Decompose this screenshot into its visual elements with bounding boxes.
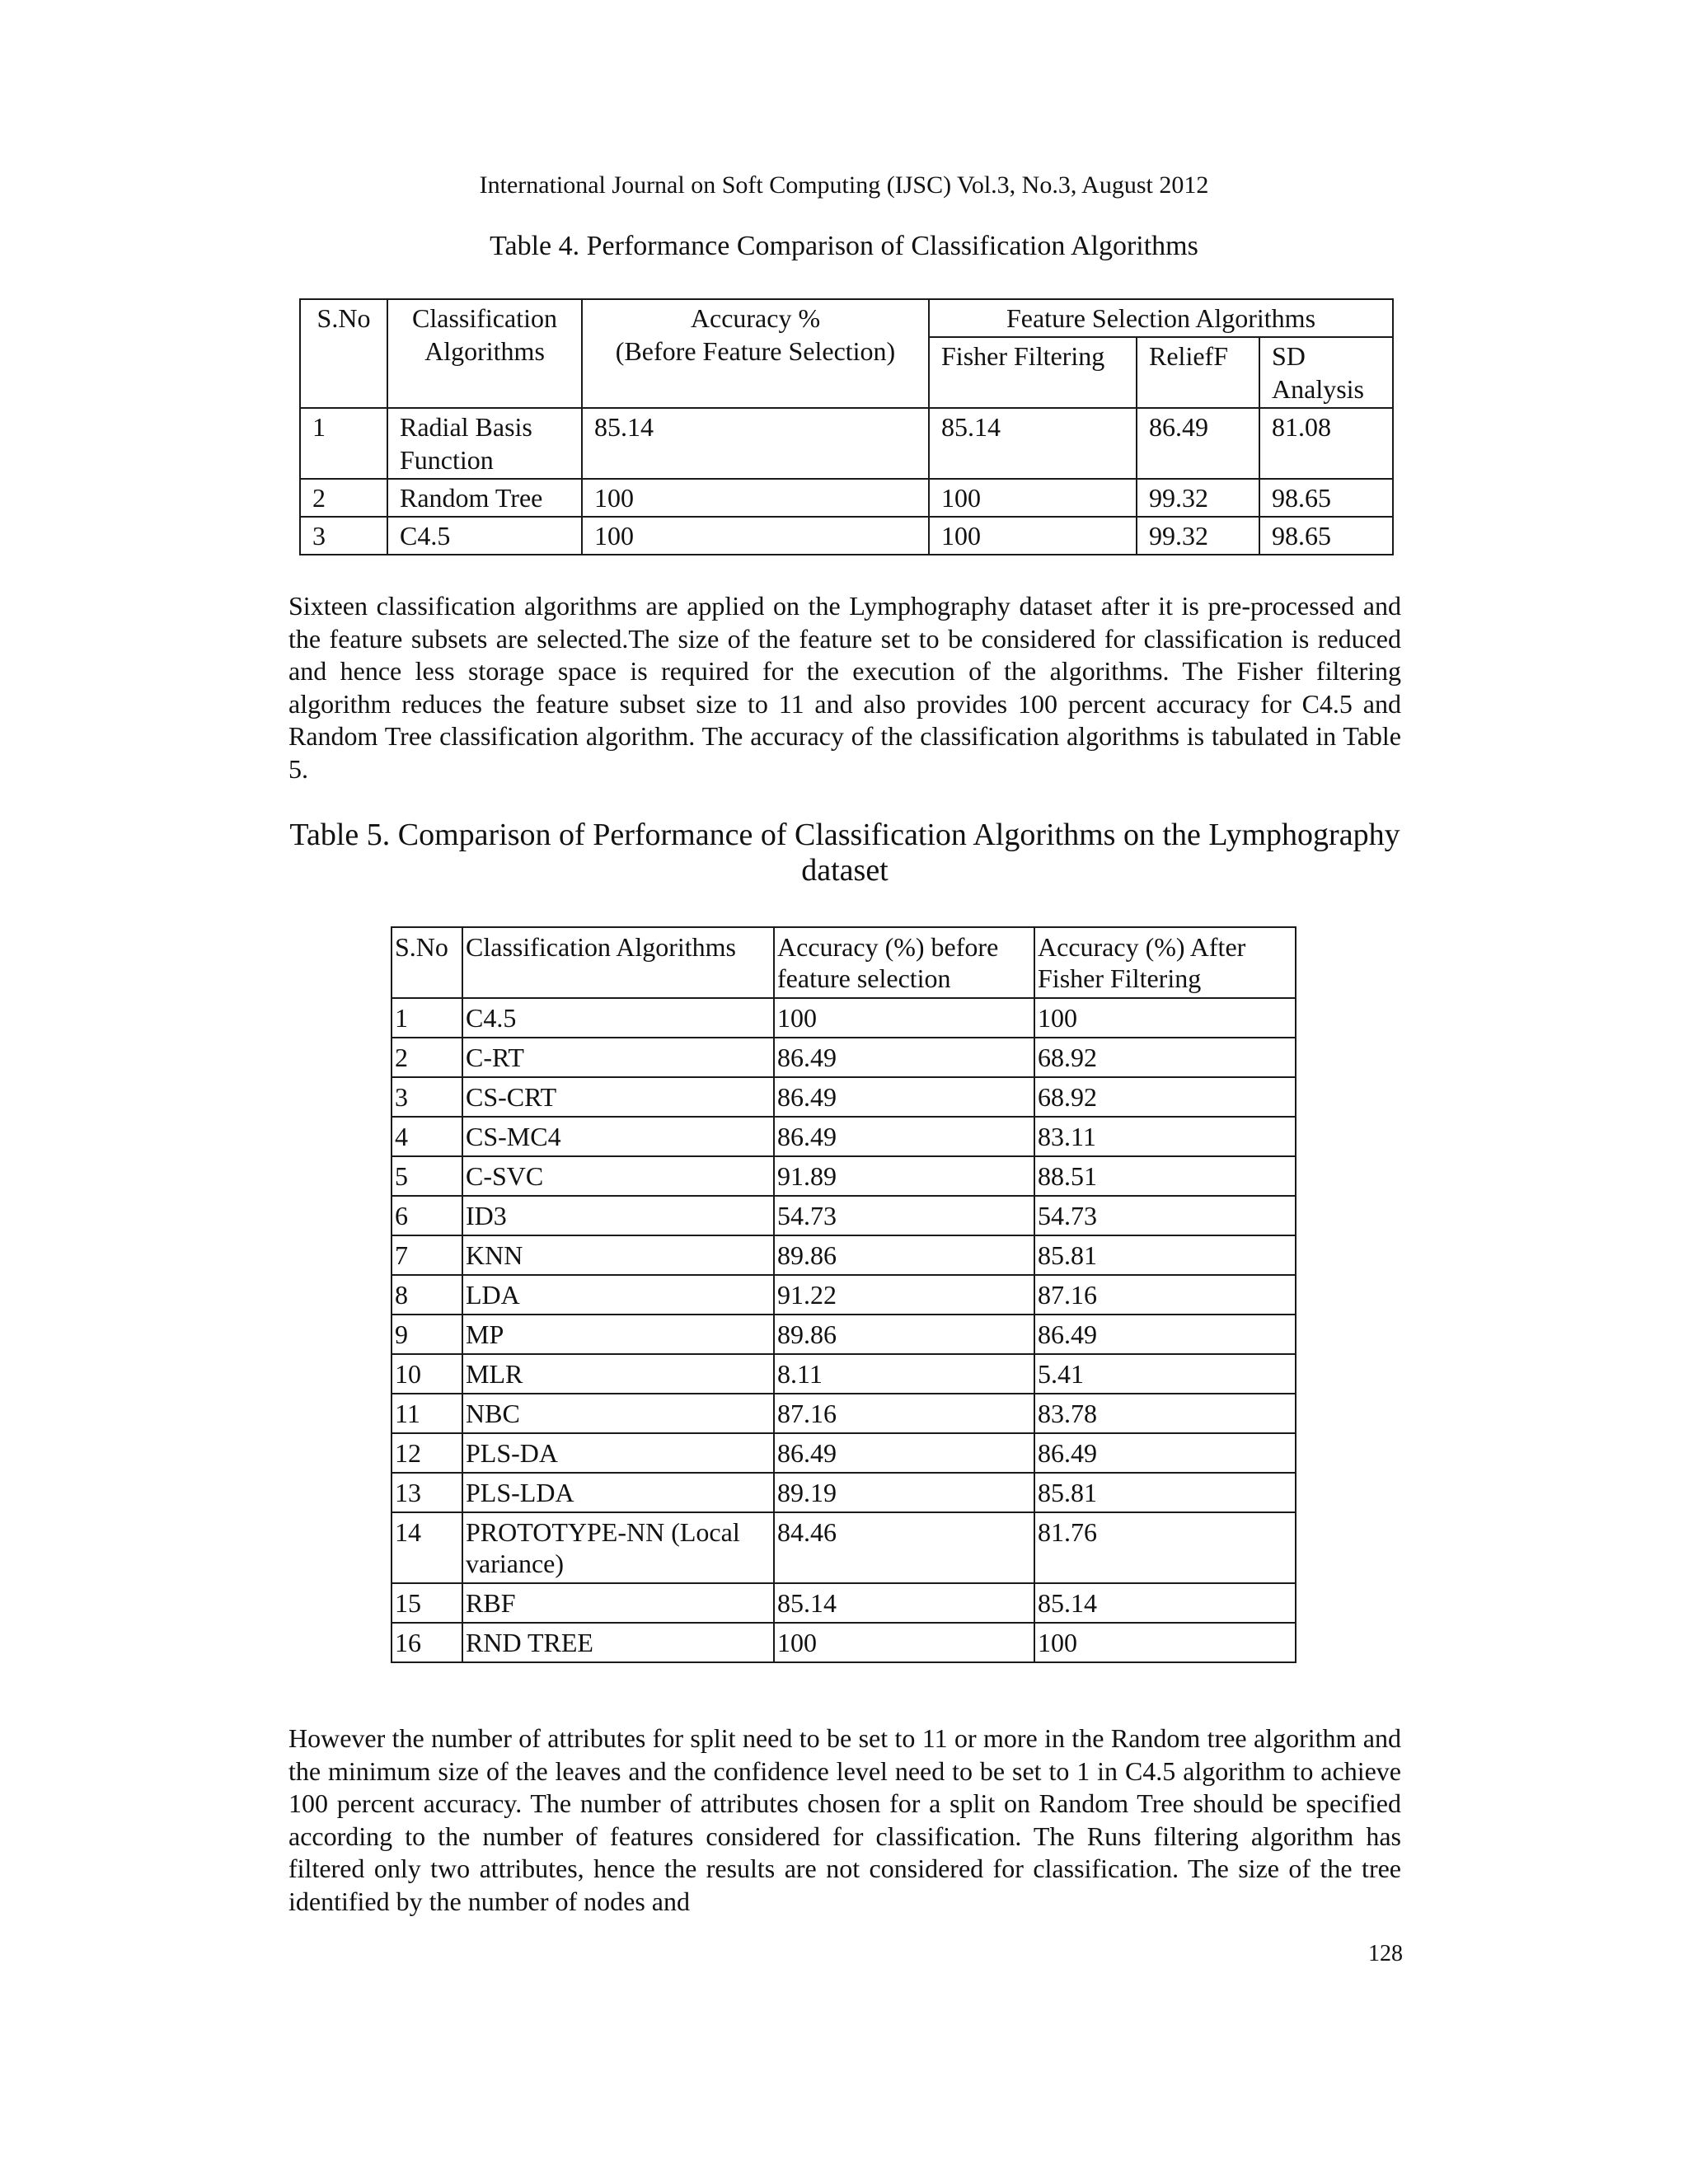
table-row bbox=[392, 1623, 1296, 1662]
t5-cell-algorithm bbox=[462, 1077, 774, 1117]
t5-cell-algorithm bbox=[462, 1394, 774, 1433]
t5-algorithm-line1: NBC bbox=[466, 1399, 520, 1428]
t5-cell-algorithm bbox=[462, 1433, 774, 1473]
t4-algorithm-line1: Random Tree bbox=[400, 483, 543, 513]
t5-cell-before: 86.49 bbox=[774, 1433, 1034, 1473]
t5-cell-sno: 2 bbox=[392, 1038, 462, 1077]
t5-algorithm-line2: variance) bbox=[466, 1549, 565, 1578]
t5-cell-sno: 4 bbox=[392, 1117, 462, 1156]
t5-header-before: Accuracy (%) before feature selection bbox=[774, 927, 1034, 998]
t5-cell-after: 83.78 bbox=[1034, 1394, 1296, 1433]
t5-cell-before: 86.49 bbox=[774, 1077, 1034, 1117]
t5-cell-sno: 9 bbox=[392, 1315, 462, 1354]
t5-cell-sno: 13 bbox=[392, 1473, 462, 1512]
t4-header-relieff: ReliefF bbox=[1137, 337, 1259, 408]
t5-algorithm-line1: C-RT bbox=[466, 1043, 524, 1072]
t4-header-algorithms: Classification Algorithms bbox=[387, 299, 582, 408]
table-row bbox=[392, 1196, 1296, 1235]
table-row bbox=[392, 1077, 1296, 1117]
t5-algorithm-line1: PLS-DA bbox=[466, 1438, 559, 1468]
t5-cell-sno: 8 bbox=[392, 1275, 462, 1315]
t4-cell-relieff: 86.49 bbox=[1137, 408, 1259, 479]
t4-cell-accuracy: 85.14 bbox=[582, 408, 929, 479]
t5-cell-before: 100 bbox=[774, 1623, 1034, 1662]
t5-cell-before: 89.19 bbox=[774, 1473, 1034, 1512]
t4-cell-algorithm bbox=[387, 479, 582, 517]
t4-cell-algorithm bbox=[387, 517, 582, 555]
t5-cell-sno: 7 bbox=[392, 1235, 462, 1275]
table-row bbox=[392, 1156, 1296, 1196]
t4-header-accuracy: Accuracy % (Before Feature Selection) bbox=[582, 299, 929, 408]
t5-cell-before: 87.16 bbox=[774, 1394, 1034, 1433]
running-header: International Journal on Soft Computing (IJSC) Vol.3, No.3, August 2012 bbox=[479, 171, 1209, 199]
t4-cell-algorithm bbox=[387, 408, 582, 479]
t5-algorithm-line1: KNN bbox=[466, 1240, 523, 1270]
table-row bbox=[300, 479, 1393, 517]
t5-cell-after: 54.73 bbox=[1034, 1196, 1296, 1235]
t5-cell-after: 81.76 bbox=[1034, 1512, 1296, 1583]
t5-cell-sno: 15 bbox=[392, 1583, 462, 1623]
table4-caption: Table 4. Performance Comparison of Classification Algorithms bbox=[490, 231, 1198, 261]
table-row bbox=[300, 517, 1393, 555]
t5-algorithm-line1: RND TREE bbox=[466, 1628, 593, 1657]
t5-algorithm-line1: RBF bbox=[466, 1588, 516, 1618]
t5-cell-after: 100 bbox=[1034, 998, 1296, 1038]
table5 bbox=[391, 926, 1296, 1663]
t4-header-sd: SD Analysis bbox=[1259, 337, 1393, 408]
table-row bbox=[392, 1583, 1296, 1623]
t5-cell-algorithm bbox=[462, 1275, 774, 1315]
t5-cell-before: 85.14 bbox=[774, 1583, 1034, 1623]
t5-algorithm-line1: CS-CRT bbox=[466, 1082, 557, 1112]
t5-cell-before: 8.11 bbox=[774, 1354, 1034, 1394]
t5-cell-sno: 16 bbox=[392, 1623, 462, 1662]
t5-cell-after: 87.16 bbox=[1034, 1275, 1296, 1315]
t5-cell-algorithm bbox=[462, 1583, 774, 1623]
paragraph-2: However the number of attributes for split need to be set to 11 or more in the Random tree algorithm and the minimum size of the leaves and the confidence level need to be set to 1 in C4.5 algorithm to achieve 100 percent accuracy. The number of attributes chosen for a split on Random Tree should be specified according to the number of features considered for classification. The Runs filtering algorithm has filtered only two attributes, hence the results are not considered for classification. The size of the tree identified by the number of nodes and bbox=[288, 1723, 1401, 1916]
t5-cell-after: 86.49 bbox=[1034, 1315, 1296, 1354]
table-row bbox=[392, 1512, 1296, 1583]
t5-cell-algorithm bbox=[462, 1623, 774, 1662]
t5-cell-after: 5.41 bbox=[1034, 1354, 1296, 1394]
table-row bbox=[300, 408, 1393, 479]
t5-algorithm-line1: PLS-LDA bbox=[466, 1478, 574, 1507]
t5-cell-after: 68.92 bbox=[1034, 1077, 1296, 1117]
t5-algorithm-line1: MP bbox=[466, 1319, 504, 1349]
t5-algorithm-line1: LDA bbox=[466, 1280, 520, 1310]
t5-cell-algorithm bbox=[462, 1473, 774, 1512]
t4-cell-fisher: 100 bbox=[929, 479, 1137, 517]
t4-header-feature-selection: Feature Selection Algorithms bbox=[929, 299, 1393, 337]
t4-cell-sno: 3 bbox=[300, 517, 387, 555]
paragraph-1: Sixteen classification algorithms are applied on the Lymphography dataset after it is pre-processed and the feature subsets are selected.The size of the feature set to be considered for classification is reduced and hence less storage space is required for the execution of the algorithms. The Fisher filtering algorithm reduces the feature subset size to 11 and also provides 100 percent accuracy for C4.5 and Random Tree classification algorithm. The accuracy of the classification algorithms is tabulated in Table 5. bbox=[288, 591, 1401, 784]
table4 bbox=[299, 298, 1394, 555]
t4-cell-sd: 98.65 bbox=[1259, 517, 1393, 555]
t4-algorithm-line2: Function bbox=[400, 445, 494, 475]
t5-cell-after: 68.92 bbox=[1034, 1038, 1296, 1077]
t5-cell-after: 100 bbox=[1034, 1623, 1296, 1662]
t5-cell-before: 91.89 bbox=[774, 1156, 1034, 1196]
t5-cell-before: 84.46 bbox=[774, 1512, 1034, 1583]
t5-header-after: Accuracy (%) After Fisher Filtering bbox=[1034, 927, 1296, 998]
table-row bbox=[392, 1354, 1296, 1394]
t5-cell-before: 89.86 bbox=[774, 1235, 1034, 1275]
t5-cell-after: 85.14 bbox=[1034, 1583, 1296, 1623]
t4-cell-accuracy: 100 bbox=[582, 517, 929, 555]
t5-cell-before: 86.49 bbox=[774, 1117, 1034, 1156]
t5-cell-algorithm bbox=[462, 1196, 774, 1235]
table-row bbox=[392, 1038, 1296, 1077]
t5-cell-algorithm bbox=[462, 1354, 774, 1394]
t5-cell-after: 85.81 bbox=[1034, 1235, 1296, 1275]
table-row bbox=[392, 1473, 1296, 1512]
t5-cell-sno: 5 bbox=[392, 1156, 462, 1196]
table-row bbox=[392, 1275, 1296, 1315]
t4-cell-sno: 2 bbox=[300, 479, 387, 517]
t5-cell-algorithm bbox=[462, 998, 774, 1038]
t5-cell-after: 85.81 bbox=[1034, 1473, 1296, 1512]
t4-header-sno: S.No bbox=[300, 299, 387, 408]
t4-cell-sd: 98.65 bbox=[1259, 479, 1393, 517]
t5-algorithm-line1: CS-MC4 bbox=[466, 1122, 561, 1151]
t5-cell-sno: 6 bbox=[392, 1196, 462, 1235]
t5-cell-algorithm bbox=[462, 1235, 774, 1275]
t5-algorithm-line1: MLR bbox=[466, 1359, 523, 1389]
page-number: 128 bbox=[1368, 1941, 1403, 1966]
t4-cell-sno: 1 bbox=[300, 408, 387, 479]
t5-cell-algorithm bbox=[462, 1038, 774, 1077]
t4-header-fisher: Fisher Filtering bbox=[929, 337, 1137, 408]
t4-cell-relieff: 99.32 bbox=[1137, 479, 1259, 517]
t5-cell-sno: 11 bbox=[392, 1394, 462, 1433]
t4-cell-fisher: 100 bbox=[929, 517, 1137, 555]
t4-cell-sd: 81.08 bbox=[1259, 408, 1393, 479]
t4-algorithm-line1: Radial Basis bbox=[400, 412, 532, 442]
t5-cell-after: 88.51 bbox=[1034, 1156, 1296, 1196]
table-row bbox=[392, 1394, 1296, 1433]
t5-header-sno: S.No bbox=[392, 927, 462, 998]
t5-cell-algorithm bbox=[462, 1117, 774, 1156]
t5-cell-sno: 3 bbox=[392, 1077, 462, 1117]
t5-cell-algorithm bbox=[462, 1156, 774, 1196]
t5-cell-before: 54.73 bbox=[774, 1196, 1034, 1235]
table5-caption: Table 5. Comparison of Performance of Classification Algorithms on the Lymphography dataset bbox=[289, 818, 1400, 888]
t5-cell-algorithm bbox=[462, 1315, 774, 1354]
t5-algorithm-line1: ID3 bbox=[466, 1201, 507, 1230]
t4-cell-relieff: 99.32 bbox=[1137, 517, 1259, 555]
t5-cell-before: 86.49 bbox=[774, 1038, 1034, 1077]
t5-cell-before: 100 bbox=[774, 998, 1034, 1038]
t5-algorithm-line1: C-SVC bbox=[466, 1161, 544, 1191]
t5-header-algorithms: Classification Algorithms bbox=[462, 927, 774, 998]
table-row bbox=[392, 1117, 1296, 1156]
table-row bbox=[392, 1433, 1296, 1473]
table-row bbox=[392, 998, 1296, 1038]
t5-cell-after: 86.49 bbox=[1034, 1433, 1296, 1473]
t5-cell-after: 83.11 bbox=[1034, 1117, 1296, 1156]
t5-cell-sno: 10 bbox=[392, 1354, 462, 1394]
t5-algorithm-line1: C4.5 bbox=[466, 1003, 517, 1033]
t5-cell-before: 89.86 bbox=[774, 1315, 1034, 1354]
table-row bbox=[392, 1315, 1296, 1354]
t5-cell-before: 91.22 bbox=[774, 1275, 1034, 1315]
t5-cell-sno: 14 bbox=[392, 1512, 462, 1583]
t5-cell-sno: 12 bbox=[392, 1433, 462, 1473]
t5-algorithm-line1: PROTOTYPE-NN (Local bbox=[466, 1517, 740, 1547]
t4-cell-accuracy: 100 bbox=[582, 479, 929, 517]
t5-cell-algorithm bbox=[462, 1512, 774, 1583]
t5-cell-sno: 1 bbox=[392, 998, 462, 1038]
t4-cell-fisher: 85.14 bbox=[929, 408, 1137, 479]
table-row bbox=[392, 1235, 1296, 1275]
t4-algorithm-line1: C4.5 bbox=[400, 521, 451, 551]
